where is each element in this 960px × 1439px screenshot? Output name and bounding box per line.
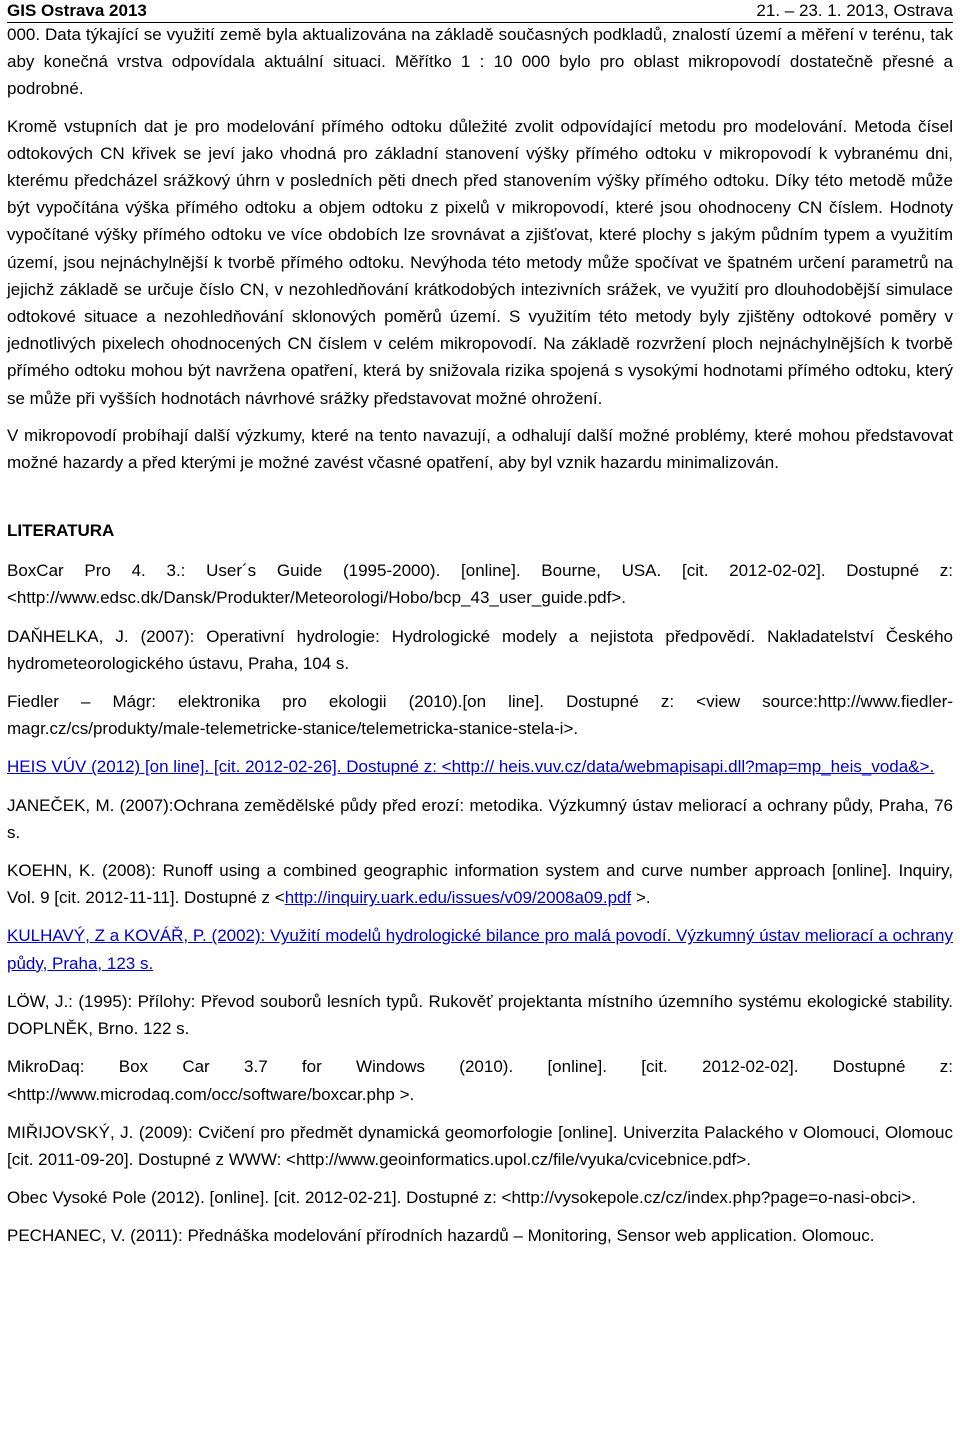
reference-text: KOEHN, K. (2008): Runoff using a combined geographic information system and curve number approach [online]. Inquiry, Vol. 9 [cit. 2012-11-11]. Dostupné z < bbox=[7, 861, 953, 908]
reference-item: LÖW, J.: (1995): Přílohy: Převod souborů lesních typů. Rukověť projektanta místního územního systému ekologické stability. DOPLNĚK, Brno. 122 s. bbox=[7, 991, 953, 1039]
reference-item: JANEČEK, M. (2007):Ochrana zemědělské půdy před erozí: metodika. Výzkumný ústav meliorací a ochrany půdy, Praha, 76 s. bbox=[7, 795, 953, 842]
reference-item: DAŇHELKA, J. (2007): Operativní hydrologie: Hydrologické modely a nejistota předpovědí. Nakladatelství Českého hydrometeorologického ústavu, Praha, 104 s. bbox=[7, 626, 953, 673]
reference-link[interactable]: http://inquiry.uark.edu/issues/v09/2008a09.pdf bbox=[284, 888, 632, 908]
reference-item: MIŘIJOVSKÝ, J. (2009): Cvičení pro předmět dynamická geomorfologie [online]. Univerzita Palackého v Olomouci, Olomouc [cit. 2011-09-20]. Dostupné z WWW: <http://www.geoinformatics.upol.cz/file/vyuka/cvicebnice.pdf>. bbox=[7, 1122, 953, 1169]
reference-item: Obec Vysoké Pole (2012). [online]. [cit. 2012-02-21]. Dostupné z: <http://vysokepole.cz/cz/index.php?page=o-nasi-obci>. bbox=[7, 1188, 916, 1208]
reference-item: Fiedler – Mágr: elektronika pro ekologii (2010).[on line]. Dostupné z: <view source:http://www.fiedler-magr.cz/cs/produkty/male-telemetricke-stanice/telemetricka-stanice-stela-i>. bbox=[7, 692, 953, 739]
reference-item bbox=[7, 857, 953, 911]
document-body bbox=[7, 21, 953, 1250]
paragraph: 000. Data týkající se využití země byla aktualizována na základě současných podkladů, znalostí území a měření v terénu, tak aby konečná vrstva odpovídala aktuální situaci. Měřítko 1 : 10 000 bylo pro oblast mikropovodí dostatečně přesné a podrobné. bbox=[7, 25, 953, 99]
reference-text: >. bbox=[631, 888, 651, 908]
reference-link[interactable]: KULHAVÝ, Z a KOVÁŘ, P. (2002): Využití modelů hydrologické bilance pro malá povodí. Výzkumný ústav meliorací a ochrany půdy, Praha, 123 s. bbox=[7, 926, 953, 973]
reference-item[interactable] bbox=[7, 922, 953, 976]
page-header bbox=[7, 0, 953, 21]
reference-item: PECHANEC, V. (2011): Přednáška modelování přírodních hazardů – Monitoring, Sensor web application. Olomouc. bbox=[7, 1226, 875, 1246]
paragraph: Kromě vstupních dat je pro modelování přímého odtoku důležité zvolit odpovídající metodu pro modelování. Metoda čísel odtokových CN křivek se jeví jako vhodná pro základní stanovení výšky přímého odtoku v mikropovodí k vybranému dni, kterému předcházel srážkový úhrn v posledních pěti dnech před stanovením výšky přímého odtoku. Díky této metodě může být vypočítána výška přímého odtoku a objem odtoku z pixelů v mikropovodí, které jsou ohodnoceny CN číslem. Hodnoty vypočítané výšky přímého odtoku ve více obdobích lze srovnávat a zjišťovat, které plochy s jakým půdním typem a využitím území, jsou nejnáchylnější k tvorbě přímého odtoku. Nevýhoda této metody může spočívat ve špatném určení parametrů na jejichž základě se určuje číslo CN, v nezohledňování krátkodobých intezivních srážek, ve využití pro dlouhodobější simulace odtokové situace a nezohledňování sklonových poměrů území. S využitím této metody byly zjištěny odtokové poměry v jednotlivých pixelech ohodnocených CN číslem v celém mikropovodí. Na základě rozvržení ploch nejnáchylnějších k tvorbě přímého odtoku mohou být navržena opatření, která by snižovala rizika spojená s vysokými hodnotami přímého odtoku, který se může při vyšších hodnotách návrhové srážky představovat možné ohrožení. bbox=[7, 116, 953, 408]
conference-dates: 21. – 23. 1. 2013, Ostrava bbox=[756, 1, 953, 20]
reference-item[interactable] bbox=[7, 753, 953, 780]
reference-item: MikroDaq: Box Car 3.7 for Windows (2010). [online]. [cit. 2012-02-02]. Dostupné z: <http://www.microdaq.com/occ/software/boxcar.php >. bbox=[7, 1057, 953, 1104]
reference-item: BoxCar Pro 4. 3.: User´s Guide (1995-2000). [online]. Bourne, USA. [cit. 2012-02-02]. Dostupné z: <http://www.edsc.dk/Dansk/Produkter/Meteorologi/Hobo/bcp_43_user_guide.pdf>. bbox=[7, 561, 953, 608]
paragraph: V mikropovodí probíhají další výzkumy, které na tento navazují, a odhalují další možné problémy, které mohou představovat možné hazardy a před kterými je možné zavést včasné opatření, aby byl vznik hazardu minimalizován. bbox=[7, 425, 953, 473]
literature-heading: LITERATURA bbox=[7, 521, 115, 541]
conference-name: GIS Ostrava 2013 bbox=[7, 1, 147, 20]
reference-link[interactable]: HEIS VÚV (2012) [on line]. [cit. 2012-02-26]. Dostupné z: <http:// heis.vuv.cz/data/webmapisapi.dll?map=mp_heis_voda&>. bbox=[7, 757, 935, 777]
